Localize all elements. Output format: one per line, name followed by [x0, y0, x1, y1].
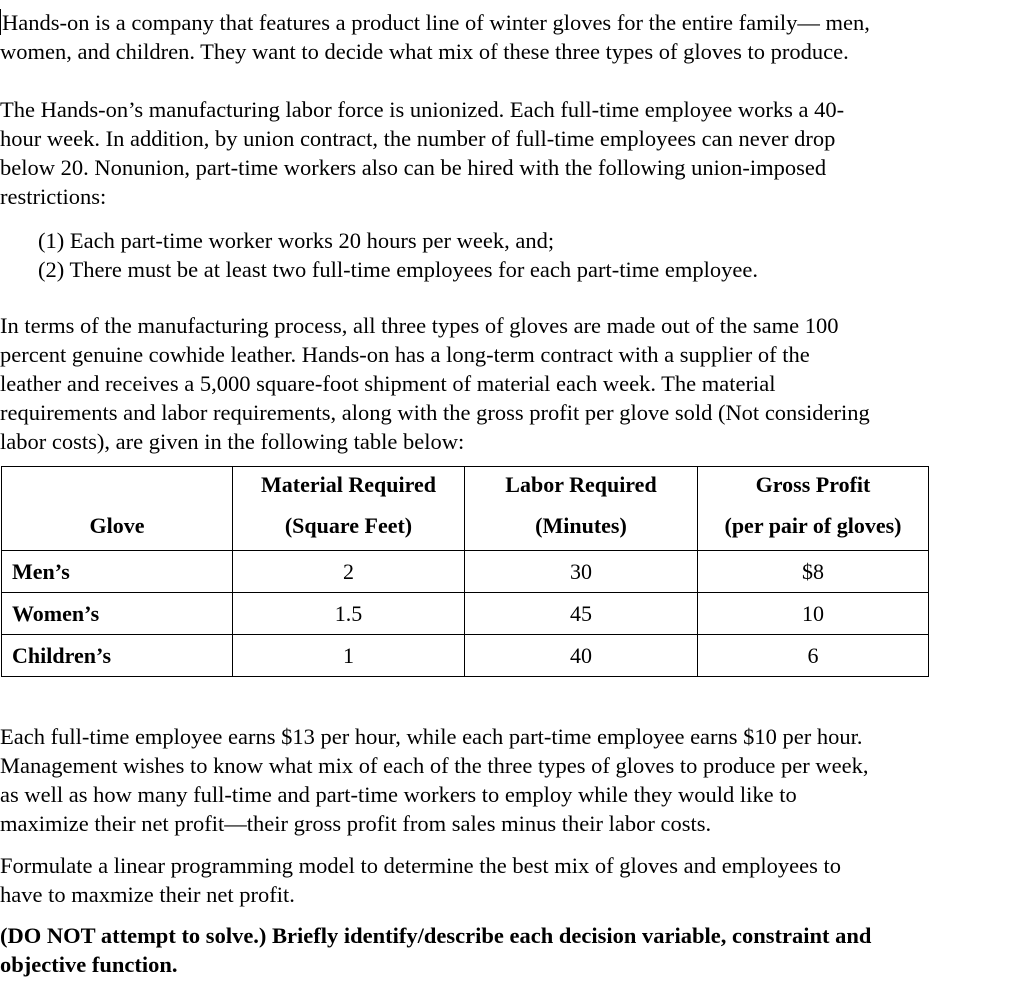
header-labor: Labor Required (Minutes)	[465, 467, 698, 551]
header-material: Material Required (Square Feet)	[233, 467, 465, 551]
process-line-4: requirements and labor requirements, along with the gross profit per glove sold (Not considering	[0, 400, 870, 425]
profit-value: 6	[698, 635, 929, 677]
table-header-row	[2, 467, 929, 551]
labor-value: 30	[465, 551, 698, 593]
intro-paragraph	[0, 8, 1000, 66]
instruction-paragraph	[0, 921, 1000, 979]
text-cursor	[0, 9, 1, 35]
wages-line-4: maximize their net profit—their gross profit from sales minus their labor costs.	[0, 811, 712, 836]
labor-line-2: hour week. In addition, by union contract, the number of full-time employees can never drop	[0, 126, 836, 151]
intro-line-2: women, and children. They want to decide what mix of these three types of gloves to produce.	[0, 39, 849, 64]
wages-paragraph	[0, 722, 1000, 838]
intro-line-1: Hands-on is a company that features a product line of winter gloves for the entire family— men,	[2, 10, 870, 35]
header-glove: Glove	[2, 467, 233, 551]
restriction-item-2: (2) There must be at least two full-time employees for each part-time employee.	[38, 257, 758, 282]
labor-line-3: below 20. Nonunion, part-time workers also can be hired with the following union-imposed	[0, 155, 827, 180]
wages-line-3: as well as how many full-time and part-time workers to employ while they would like to	[0, 782, 797, 807]
header-profit: Gross Profit (per pair of gloves)	[698, 467, 929, 551]
process-paragraph	[0, 311, 1000, 456]
material-value: 1	[233, 635, 465, 677]
glove-name: Children’s	[2, 635, 233, 677]
labor-paragraph	[0, 95, 1000, 211]
material-value: 2	[233, 551, 465, 593]
labor-value: 45	[465, 593, 698, 635]
formulate-line-2: have to maxmize their net profit.	[0, 882, 295, 907]
profit-value: 10	[698, 593, 929, 635]
table-row	[2, 635, 929, 677]
process-line-2: percent genuine cowhide leather. Hands-on has a long-term contract with a supplier of the	[0, 342, 810, 367]
wages-line-1: Each full-time employee earns $13 per hour, while each part-time employee earns $10 per hour.	[0, 724, 863, 749]
instruction-line-1: (DO NOT attempt to solve.) Briefly identify/describe each decision variable, constraint and	[0, 923, 872, 948]
glove-name: Women’s	[2, 593, 233, 635]
restriction-item-1: (1) Each part-time worker works 20 hours per week, and;	[38, 228, 555, 253]
labor-line-4: restrictions:	[0, 184, 107, 209]
formulate-paragraph	[0, 851, 1000, 909]
process-line-1: In terms of the manufacturing process, all three types of gloves are made out of the same 100	[0, 313, 839, 338]
glove-name: Men’s	[2, 551, 233, 593]
wages-line-2: Management wishes to know what mix of each of the three types of gloves to produce per week,	[0, 753, 869, 778]
profit-value: $8	[698, 551, 929, 593]
labor-value: 40	[465, 635, 698, 677]
process-line-3: leather and receives a 5,000 square-foot shipment of material each week. The material	[0, 371, 776, 396]
instruction-line-2: objective function.	[0, 952, 178, 977]
table-row	[2, 551, 929, 593]
process-line-5: labor costs), are given in the following table below:	[0, 429, 465, 454]
table-row	[2, 593, 929, 635]
formulate-line-1: Formulate a linear programming model to determine the best mix of gloves and employees to	[0, 853, 842, 878]
labor-line-1: The Hands-on’s manufacturing labor force is unionized. Each full-time employee works a 40-	[0, 97, 845, 122]
glove-requirements-table	[1, 466, 929, 677]
material-value: 1.5	[233, 593, 465, 635]
